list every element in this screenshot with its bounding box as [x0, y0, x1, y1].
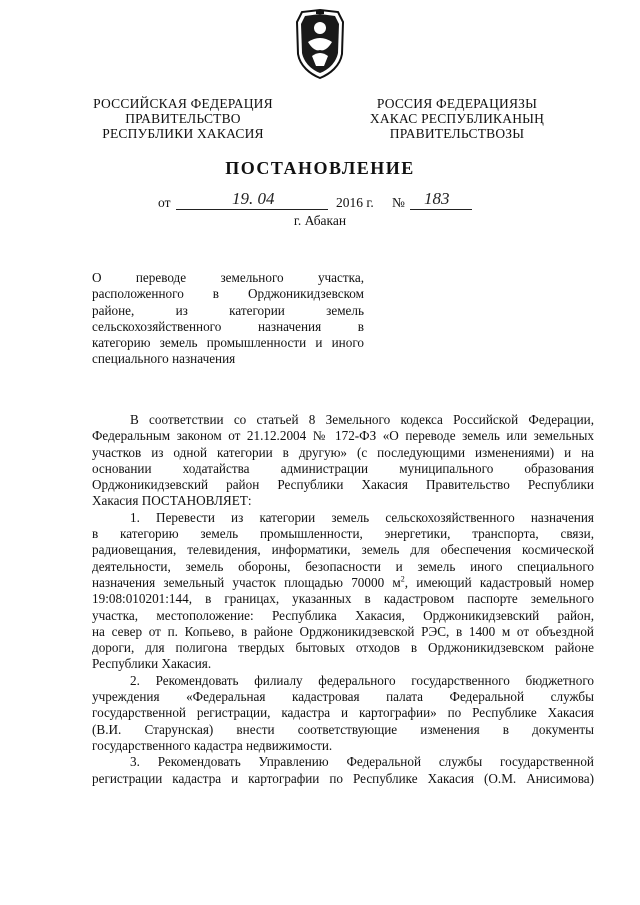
header-right-khakas — [352, 96, 562, 141]
body-line: регистрации кадастра и картографии по Республике Хакасия (О.М. Анисимова) — [92, 770, 594, 786]
body-line: 3. Рекомендовать Управлению Федеральной службы государственной — [130, 754, 594, 770]
body-line: государственной регистрации, кадастра и картографии» по Республике Хакасия — [92, 705, 594, 721]
body-line: Федеральным законом от 21.12.2004 № 172-ФЗ «О переводе земель или земельных — [92, 428, 594, 444]
subject-line: специального назначения — [92, 351, 236, 367]
number-sign: № — [392, 195, 405, 210]
header-right-line: ПРАВИТЕЛЬСТВОЗЫ — [389, 126, 525, 141]
cadastral-text: , имеющий кадастровый номер — [404, 574, 594, 590]
year-label: 2016 г. — [336, 195, 374, 210]
header-left-line: РЕСПУБЛИКИ ХАКАСИЯ — [102, 126, 264, 141]
header-left-russian — [78, 96, 288, 141]
body-line: радиовещания, телевидения, информатики, земель для обеспечения космической — [92, 542, 594, 558]
header-right-line: РОССИЯ ФЕДЕРАЦИЯЗЫ — [376, 96, 538, 111]
date-underline — [176, 209, 328, 210]
body-line: деятельности, земель обороны, безопасности и земель иного специального — [92, 558, 594, 574]
area-text: назначения земельный участок площадью 70000 м — [92, 574, 401, 590]
body-line: Орджоникидзевский район Республики Хакасия Правительство Республики — [92, 477, 594, 493]
number-underline — [410, 209, 472, 210]
body-line: Республики Хакасия. — [92, 656, 212, 672]
subject-block — [92, 270, 364, 368]
body-line: на север от п. Копьево, в районе Орджоникидзевской РЭС, в 1400 м от объездной — [92, 623, 594, 639]
area-superscript: 2 — [400, 574, 405, 584]
header-left-line: ПРАВИТЕЛЬСТВО — [125, 111, 241, 126]
header-left-line: РОССИЙСКАЯ ФЕДЕРАЦИЯ — [93, 96, 273, 111]
subject-line: сельскохозяйственного назначения в — [92, 318, 364, 334]
header-right-line: ХАКАС РЕСПУБЛИКАНЫҢ — [369, 111, 545, 126]
subject-line: расположенного в Орджоникидзевском — [92, 286, 364, 302]
document-body — [92, 412, 594, 787]
body-line: учреждения «Федеральная кадастровая палата Федеральной службы — [92, 689, 594, 705]
subject-line: районе, из категории земель — [92, 302, 364, 318]
city-label: г. Абакан — [293, 213, 347, 228]
body-line: дороги, для полигона твердых бытовых отходов в Орджоникидзевском районе — [92, 640, 594, 656]
body-line-area — [92, 575, 594, 591]
body-line: 2. Рекомендовать филиалу федерального государственного бюджетного — [130, 672, 594, 688]
handwritten-date: 19. 04 — [232, 189, 275, 208]
body-line: В соответствии со статьей 8 Земельного кодекса Российской Федерации, — [130, 412, 594, 427]
body-line: участков из одной категории в другую» (с последующими изменениями) и на — [92, 444, 594, 460]
body-line: в категорию земель промышленности, энергетики, транспорта, связи, — [92, 526, 594, 542]
body-line: основании ходатайства администрации муниципального образования — [92, 460, 594, 476]
body-line: (В.И. Старунская) внести соответствующие изменения в документы — [92, 721, 594, 737]
date-number-line — [0, 189, 640, 215]
coat-of-arms-emblem — [294, 8, 346, 80]
body-line: государственного кадастра недвижимости. — [92, 737, 333, 753]
subject-line: категорию земель промышленности и иного — [92, 335, 364, 351]
body-line: участка, местоположение: Республика Хакасия, Орджоникидзевский район, — [92, 607, 594, 623]
date-prefix: от — [158, 195, 171, 210]
handwritten-number: 183 — [424, 189, 450, 208]
body-line: 1. Перевести из категории земель сельскохозяйственного назначения — [130, 509, 594, 525]
body-line: Хакасия ПОСТАНОВЛЯЕТ: — [92, 493, 252, 509]
subject-line: О переводе земельного участка, — [92, 270, 364, 285]
document-title: ПОСТАНОВЛЕНИЕ — [225, 158, 415, 178]
body-line: 19:08:010201:144, в границах, указанных в кадастровом паспорте земельного — [92, 591, 594, 607]
